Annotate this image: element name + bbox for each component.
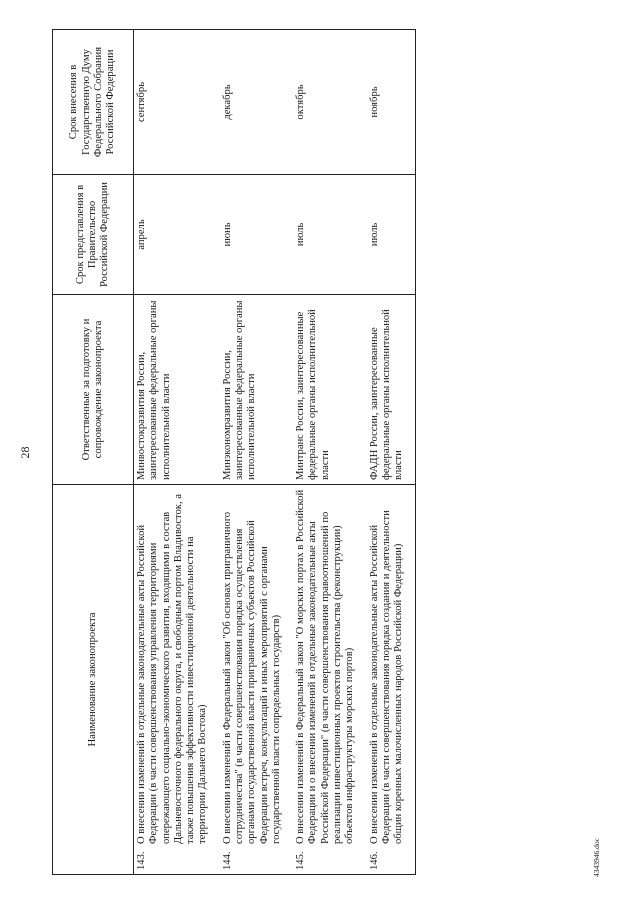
table-row <box>134 30 220 875</box>
table-row <box>220 30 293 875</box>
row-number: 146. <box>368 851 380 870</box>
responsible-cell: Минэкономразвития России, заинтересованные федеральные органы исполнительной власти <box>220 295 293 485</box>
responsible-cell: Минтранс России, заинтересованные федеральные органы исполнительной власти <box>293 295 366 485</box>
table-row <box>367 30 416 875</box>
responsible-cell: ФАДН России, заинтересованные федеральные органы исполнительной власти <box>367 295 416 485</box>
header-name: Наименование законопроекта <box>53 485 134 875</box>
document-code: 4343946.doc <box>592 838 601 877</box>
duma-deadline-cell: октябрь <box>293 30 366 175</box>
header-duma-deadline: Срок внесения в Государственную Думу Федерального Собрания Российской Федерации <box>53 30 134 175</box>
bill-name: О внесении изменений в отдельные законодательные акты Российской Федерации (в части совершенствования порядка создания и деятельности общин коренных малочисленных народов Российской Федерации) <box>368 510 405 844</box>
header-government-deadline: Срок представления в Правительство Российской Федерации <box>53 175 134 295</box>
row-number: 143. <box>136 851 147 870</box>
responsible-cell: Минвостокразвития России, заинтересованные федеральные органы исполнительной власти <box>134 295 220 485</box>
government-deadline-cell: апрель <box>134 175 220 295</box>
duma-deadline-cell: ноябрь <box>367 30 416 175</box>
bill-name: О внесении изменений в Федеральный закон "О морских портах в Российской Федерации и о внесении изменений в отдельные законодательные акты Российской Федерации" (в части совершенствования правоотношений по реализации инвестиционных проектов строительства (реконструкции) объектов инфраструктуры морских портов) <box>295 489 356 844</box>
header-responsible: Ответственные за подготовку и сопровождение законопроекта <box>53 295 134 485</box>
bill-name: О внесении изменений в отдельные законодательные акты Российской Федерации (в части совершенствования управления территориями опережающего социально-экономического развития, входящими в состав Дальневосточного федерального округа, и свободным портом Владивосток, а также повышения эффективности инвестиционной деятельности на территории Дальнего Востока) <box>136 494 209 844</box>
table-header-row <box>53 30 134 875</box>
bill-name-cell <box>220 485 293 875</box>
legislation-plan-table <box>52 29 416 875</box>
government-deadline-cell: июнь <box>220 175 293 295</box>
table-row <box>293 30 366 875</box>
government-deadline-cell: июль <box>367 175 416 295</box>
bill-name-cell <box>367 485 416 875</box>
duma-deadline-cell: декабрь <box>220 30 293 175</box>
row-number: 144. <box>221 851 233 870</box>
page-number: 28 <box>18 446 32 459</box>
duma-deadline-cell: сентябрь <box>134 30 220 175</box>
bill-name-cell <box>293 485 366 875</box>
bill-name-cell <box>134 485 220 875</box>
government-deadline-cell: июль <box>293 175 366 295</box>
bill-name: О внесении изменений в Федеральный закон "Об основах приграничного сотрудничества" (в части совершенствования порядка осуществления органами государственной власти приграничных субъектов Российской Федерации встреч, консультаций и иных мероприятий с органами государственной власти сопредельных государств) <box>221 511 282 844</box>
row-number: 145. <box>295 851 307 870</box>
